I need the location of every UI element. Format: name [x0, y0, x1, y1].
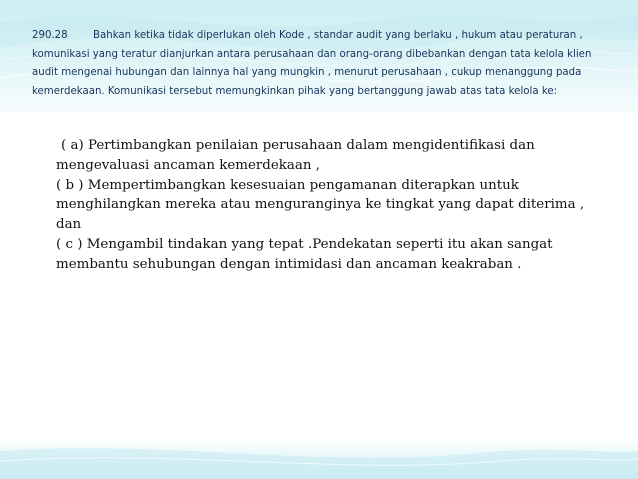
paragraph-text: Bahkan ketika tidak diperlukan oleh Kode , standar audit yang berlaku , hukum atau peraturan , komunikasi yang teratur dianjurkan antara perusahaan dan orang-orang dibebankan dengan tata kelola klien audit mengenai hubungan dan lainnya hal yang mungkin , menurut perusahaan , cukup menanggung pada kemerdekaan. Komunikasi tersebut memungkinkan pihak yang bertanggung jawab atas tata kelola ke: — [32, 30, 592, 97]
item-list — [56, 136, 616, 275]
list-line: ( c ) Mengambil tindakan yang tepat .Pendekatan seperti itu akan sangat — [56, 236, 553, 252]
list-line: menghilangkan mereka atau menguranginya ke tingkat yang dapat diterima , — [56, 197, 585, 213]
footer-wave-background — [0, 439, 638, 479]
paragraph-number: 290.28 — [32, 30, 68, 41]
list-line: membantu sehubungan dengan intimidasi dan ancaman keakraban . — [56, 256, 522, 272]
list-line: mengevaluasi ancaman kemerdekaan , — [56, 157, 321, 173]
list-line: dan — [56, 217, 82, 233]
list-line: ( b ) Mempertimbangkan kesesuaian pengamanan diterapkan untuk — [56, 177, 519, 193]
intro-paragraph — [32, 27, 612, 101]
footer-wave-decoration — [0, 439, 638, 479]
list-line: ( a) Pertimbangkan penilaian perusahaan dalam mengidentifikasi dan — [61, 138, 535, 153]
